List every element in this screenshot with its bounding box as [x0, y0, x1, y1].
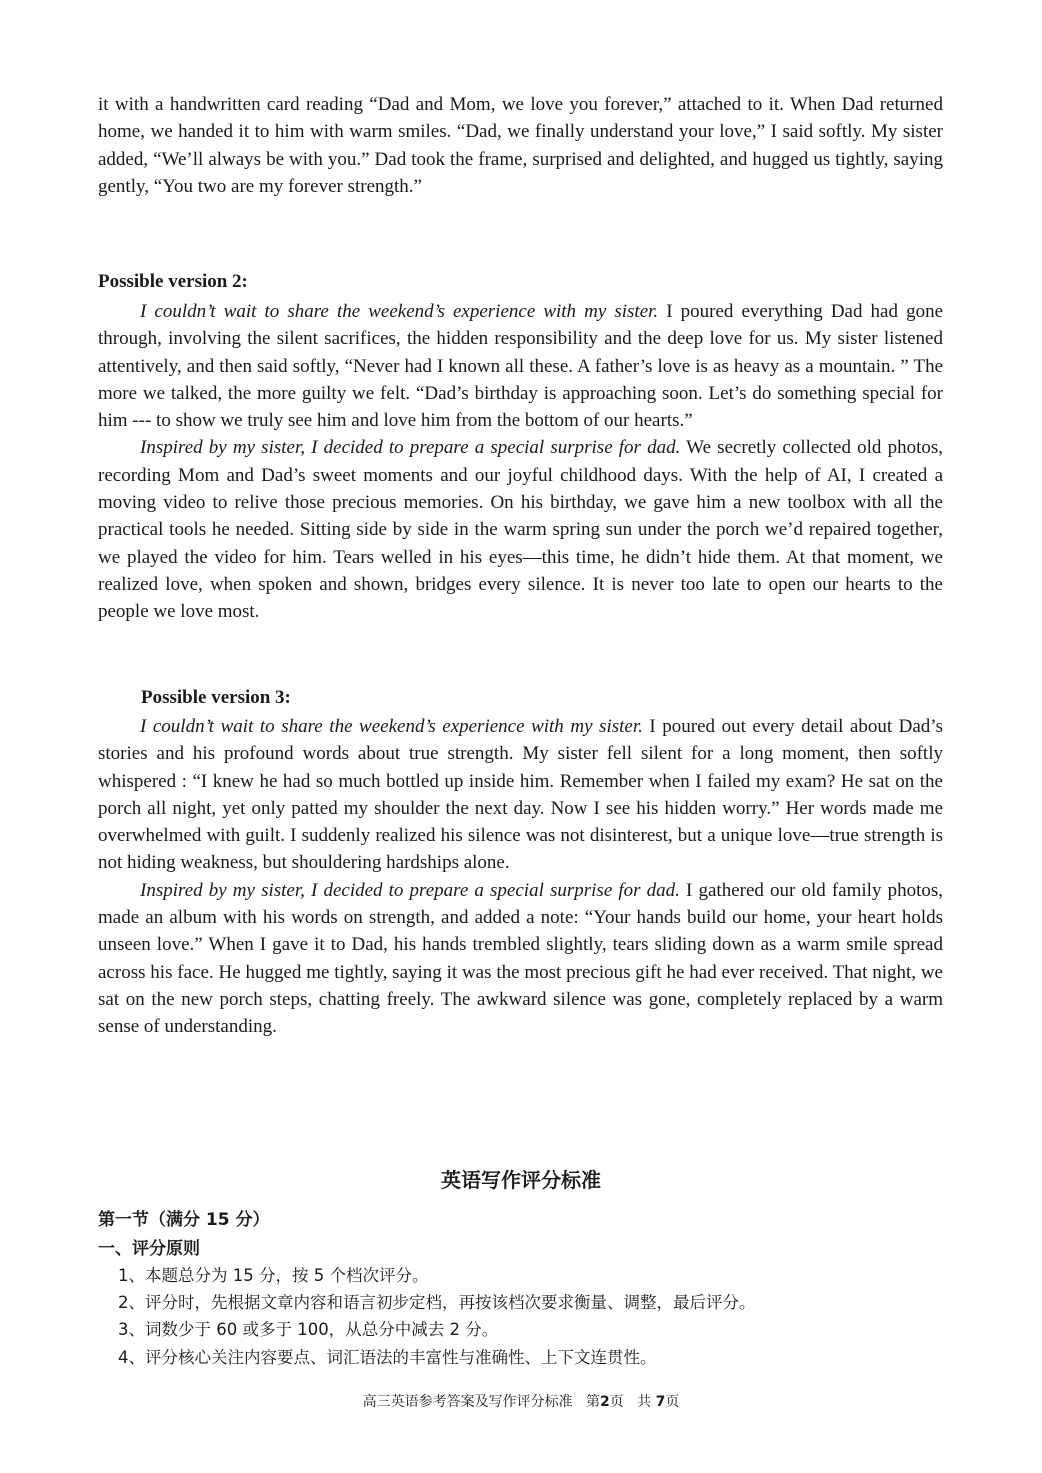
criteria-title: 英语写作评分标准 — [441, 1168, 601, 1192]
page-footer — [0, 1391, 1042, 1411]
footer-doc-title: 高三英语参考答案及写作评分标准 — [362, 1394, 573, 1410]
version-2-paragraph-2-lead: Inspired by my sister, I decided to prepare a special surprise for dad. — [140, 437, 681, 459]
version-2-paragraph-2-text: We secretly collected old photos, recording Mom and Dad’s sweet moments and our joyful childhood days. With the help of AI, I created a moving video to relive those precious memories. On his birthday, we gave him a new toolbox with all the practical tools he needed. Sitting side by side in the warm spring sun under the porch we’d repaired together, we played the video for him. Tears welled in his eyes—this time, he didn’t hide them. At that moment, we realized love, when spoken and shown, bridges every silence. It is never too late to open our hearts to the people we love most. — [98, 437, 943, 623]
version-3-body — [98, 713, 943, 1041]
version-2-heading: Possible version 2: — [98, 271, 248, 292]
footer-total-suffix: 页 — [665, 1394, 680, 1410]
criteria-item: 2、评分时，先根据文章内容和语言初步定档，再按该档次要求衡量、调整，最后评分。 — [118, 1293, 756, 1312]
criteria-item: 1、本题总分为 15 分，按 5 个档次评分。 — [118, 1266, 429, 1285]
version-3-paragraph-2-lead: Inspired by my sister, I decided to prepare a special surprise for dad. — [140, 879, 680, 901]
version-3-paragraph-2-text: I gathered our old family photos, made an album with his words on strength, and added a note: “Your hands build our home, your heart holds unseen love.” When I gave it to Dad, his hands trembled slightly, tears sliding down as a warm smile spread across his face. He hugged me tightly, saying it was the most precious gift he had ever received. That night, we sat on the new porch steps, chatting freely. The awkward silence was gone, completely replaced by a warm sense of understanding. — [98, 879, 943, 1038]
version-2-paragraph-2 — [98, 434, 943, 625]
criteria-subsection: 一、评分原则 — [98, 1239, 200, 1259]
version-3-paragraph-1 — [98, 713, 943, 877]
version-3-paragraph-1-lead: I couldn’t wait to share the weekend’s experience with my sister. — [140, 716, 643, 737]
version-2-paragraph-1-text: I poured everything Dad had gone through, involving the silent sacrifices, the hidden responsibility and the deep love for us. My sister listened attentively, and then said softly, “Never had I known all these. A father’s love is as heavy as a mountain. ” The more we talked, the more guilty we felt. “Dad’s birthday is approaching soon. Let’s do something special for him --- to show we truly see him and love him from the bottom of our hearts.” — [98, 301, 943, 432]
version-1-ending-paragraph: it with a handwritten card reading “Dad and Mom, we love you forever,” attached to it. When Dad returned home, we handed it to him with warm smiles. “Dad, we finally understand your love,” I said softly. My sister added, “We’ll always be with you.” Dad took the frame, surprised and delighted, and hugged us tightly, saying gently, “You two are my forever strength.” — [98, 94, 943, 197]
version-3-paragraph-2 — [98, 877, 943, 1041]
version-1-ending — [98, 91, 943, 200]
version-3-paragraph-1-text: I poured out every detail about Dad’s stories and his profound words about true strength. My sister fell silent for a long moment, then softly whispered : “I knew he had so much bottled up inside him. Remember when I failed my exam? He sat on the porch all night, yet only patted my shoulder the next day. Now I see his hidden worry.” Her words made me overwhelmed with guilt. I suddenly realized his silence was not disinterest, but a unique love—true strength is not hiding weakness, but shouldering hardships alone. — [98, 716, 943, 874]
footer-total-prefix: 共 — [637, 1394, 652, 1410]
criteria-section: 第一节（满分 15 分） — [98, 1210, 270, 1230]
footer-page-suffix: 页 — [609, 1394, 624, 1410]
version-2-paragraph-1 — [98, 298, 943, 434]
version-2-paragraph-1-lead: I couldn’t wait to share the weekend’s experience with my sister. — [140, 301, 659, 322]
version-3-heading: Possible version 3: — [141, 687, 291, 708]
criteria-item: 3、词数少于 60 或多于 100，从总分中减去 2 分。 — [118, 1320, 499, 1339]
version-2-body — [98, 298, 943, 626]
criteria-item: 4、评分核心关注内容要点、词汇语法的丰富性与准确性、上下文连贯性。 — [118, 1348, 657, 1367]
footer-page-prefix: 第 — [586, 1394, 601, 1410]
footer-total-pages: 7 — [655, 1394, 666, 1410]
footer-page-number: 2 — [600, 1394, 610, 1410]
